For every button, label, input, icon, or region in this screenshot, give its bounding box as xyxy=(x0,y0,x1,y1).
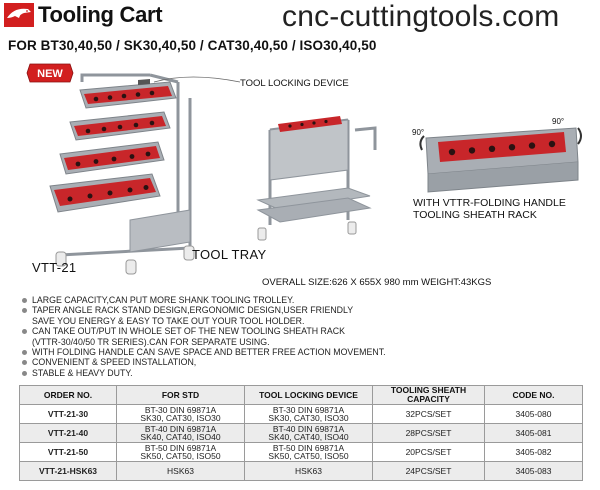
feature-item-continued: (VTTR-30/40/50 TR SERIES).CAN FOR SEPARATE USING. xyxy=(32,336,270,347)
features-list xyxy=(22,295,462,378)
feature-item: STABLE & HEAVY DUTY. xyxy=(22,368,462,378)
col-header-lock: TOOL LOCKING DEVICE xyxy=(245,386,373,405)
lock-device: HSK63 xyxy=(245,462,373,481)
folding-rack-caption xyxy=(413,197,593,221)
code-no: 3405-080 xyxy=(485,405,583,424)
new-badge-label: NEW xyxy=(37,68,63,80)
bullet-icon xyxy=(22,298,27,303)
tool-tray-label: TOOL TRAY xyxy=(192,247,267,262)
folding-caption-line-2: TOOLING SHEATH RACK xyxy=(413,209,537,221)
capacity: 28PCS/SET xyxy=(373,424,485,443)
bullet-icon xyxy=(22,371,27,376)
bullet-icon xyxy=(22,350,27,355)
tool-tray-cart-image xyxy=(230,100,380,250)
bullet-icon xyxy=(22,329,27,334)
capacity: 24PCS/SET xyxy=(373,462,485,481)
folding-sheath-rack-image xyxy=(418,122,583,197)
angle-right-label: 90° xyxy=(552,117,565,126)
col-header-code: CODE NO. xyxy=(485,386,583,405)
capacity: 20PCS/SET xyxy=(373,443,485,462)
table-header-row xyxy=(20,386,583,405)
order-no: VTT-21-HSK63 xyxy=(20,462,117,481)
feature-item: WITH FOLDING HANDLE CAN SAVE SPACE AND BETTER FREE ACTION MOVEMENT. xyxy=(22,347,462,357)
for-std: BT-30 DIN 69871A SK30, CAT30, ISO30 xyxy=(117,405,245,424)
order-no: VTT-21-50 xyxy=(20,443,117,462)
table-row xyxy=(20,443,583,462)
tool-locking-leader xyxy=(150,70,250,90)
lock-device: BT-30 DIN 69871A SK30, CAT30, ISO30 xyxy=(245,405,373,424)
rack-level-4 xyxy=(50,174,160,212)
for-std: BT-50 DIN 69871A SK50, CAT50, ISO50 xyxy=(117,443,245,462)
feature-item: LARGE CAPACITY,CAN PUT MORE SHANK TOOLING TROLLEY. xyxy=(22,295,462,305)
col-header-std: FOR STD xyxy=(117,386,245,405)
table-row xyxy=(20,424,583,443)
capacity: 32PCS/SET xyxy=(373,405,485,424)
folding-caption-line-1: WITH VTTR-FOLDING HANDLE xyxy=(413,197,566,209)
table-row xyxy=(20,405,583,424)
model-label: VTT-21 xyxy=(32,260,77,275)
feature-item-continued: SAVE YOU ENERGY & EASY TO TAKE OUT YOUR TOOL HOLDER. xyxy=(32,315,305,326)
lock-device: BT-50 DIN 69871A SK50, CAT50, ISO50 xyxy=(245,443,373,462)
col-header-capacity: TOOLING SHEATH CAPACITY xyxy=(373,386,485,405)
lock-device: BT-40 DIN 69871A SK40, CAT40, ISO40 xyxy=(245,424,373,443)
for-std: BT-40 DIN 69871A SK40, CAT40, ISO40 xyxy=(117,424,245,443)
bullet-icon xyxy=(22,308,27,313)
feature-item: TAPER ANGLE RACK STAND DESIGN,ERGONOMIC DESIGN,USER FRIENDLY xyxy=(22,305,462,315)
code-no: 3405-083 xyxy=(485,462,583,481)
spec-table xyxy=(19,385,583,481)
tooling-cart-image xyxy=(40,70,200,275)
order-no: VTT-21-40 xyxy=(20,424,117,443)
page-title: Tooling Cart xyxy=(38,2,163,27)
eagle-logo-icon xyxy=(4,3,34,27)
tool-locking-label: TOOL LOCKING DEVICE xyxy=(240,78,349,89)
bullet-icon xyxy=(22,360,27,365)
angle-left-label: 90° xyxy=(412,128,425,137)
for-std: HSK63 xyxy=(117,462,245,481)
code-no: 3405-082 xyxy=(485,443,583,462)
page-subtitle: FOR BT30,40,50 / SK30,40,50 / CAT30,40,50 / ISO30,40,50 xyxy=(8,38,377,53)
feature-item: CONVENIENT & SPEED INSTALLATION, xyxy=(22,357,462,367)
code-no: 3405-081 xyxy=(485,424,583,443)
order-no: VTT-21-30 xyxy=(20,405,117,424)
col-header-order: ORDER NO. xyxy=(20,386,117,405)
overall-size-text: OVERALL SIZE:626 X 655X 980 mm WEIGHT:43KGS xyxy=(262,277,492,288)
feature-item: CAN TAKE OUT/PUT IN WHOLE SET OF THE NEW TOOLING SHEATH RACK xyxy=(22,326,462,336)
watermark-text: cnc-cuttingtools.com xyxy=(282,0,560,33)
table-row xyxy=(20,462,583,481)
